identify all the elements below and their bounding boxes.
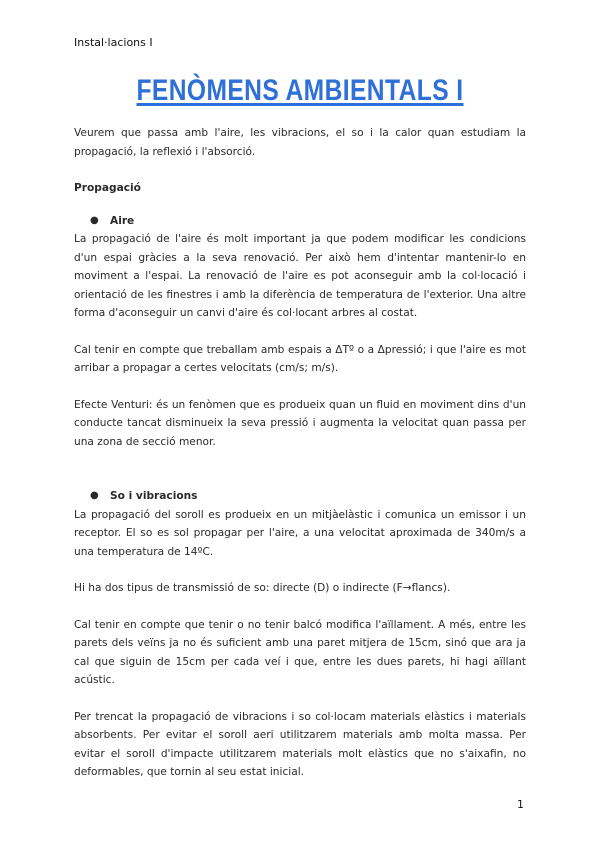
intro-paragraph: Veurem que passa amb l'aire, les vibracions, el so i la calor quan estudiam la propagació, la reflexió i l'absorció.	[74, 127, 526, 158]
sound-paragraph-3: Cal tenir en compte que tenir o no tenir balcó modifica l'aïllament. A més, entre les parets dels veïns ja no és suficient amb una paret mitjera de 15cm, sinó que ara ja cal que siguin de 15cm per cada veí i que, entre les dues parets, hi hagi aïllant acústic.	[74, 618, 526, 686]
sound-paragraph-4: Per trencat la propagació de vibracions i so col·locam materials elàstics i materials absorbents. Per evitar el soroll aeri utilitzarem materials amb molta massa. Per evitar el soroll d'impacte utilitzarem materials molt elàstics que no s'aixafin, no deformables, que tornin al seu estat inicial.	[74, 710, 526, 778]
bullet-label: So i vibracions	[110, 490, 198, 502]
page-number: 1	[517, 798, 524, 811]
document-title: FENÒMENS AMBIENTALS I	[136, 74, 464, 107]
bullet-sound	[74, 487, 526, 506]
air-paragraph-3: Efecte Venturi: és un fenòmen que es produeix quan un fluid en moviment dins d'un conducte tancat disminueix la seva pressió i augmenta la velocitat quan passa per una zona de secció menor.	[74, 398, 526, 448]
document-body	[74, 124, 526, 782]
bullet-dot-icon: ●	[90, 214, 99, 226]
sound-paragraph-1: La propagació del soroll es produeix en un mitjàelàstic i comunica un emissor i un receptor. El so es sol propagar per l'aire, a una velocitat aproximada de 340m/s a una temperatura de 14ºC.	[74, 508, 526, 558]
bullet-label: Aire	[110, 214, 135, 227]
bullet-dot-icon: ●	[90, 490, 99, 501]
bullet-air	[74, 212, 526, 231]
air-paragraph-1: La propagació de l'aire és molt important ja que podem modificar les condicions d'un espai gràcies a la seva renovació. Per això hem d'intentar mantenir-lo en moviment a l'espai. La renovació de l'aire es pot aconseguir amb la col·locació i orientació de les finestres i amb la diferència de temperatura de l'exterior. Una altre forma d'aconseguir un canvi d'aire és col·locant arbres al costat.	[74, 233, 526, 319]
sound-paragraph-2: Hi ha dos tipus de transmissió de so: directe (D) o indirecte (F→flancs).	[74, 582, 451, 594]
section-heading: Propagació	[74, 182, 141, 194]
air-paragraph-2: Cal tenir en compte que treballam amb espais a ΔTº o a Δpressió; i que l'aire es mot arribar a propagar a certes velocitats (cm/s; m/s).	[74, 343, 526, 374]
page-header: Instal·lacions I	[74, 36, 153, 49]
